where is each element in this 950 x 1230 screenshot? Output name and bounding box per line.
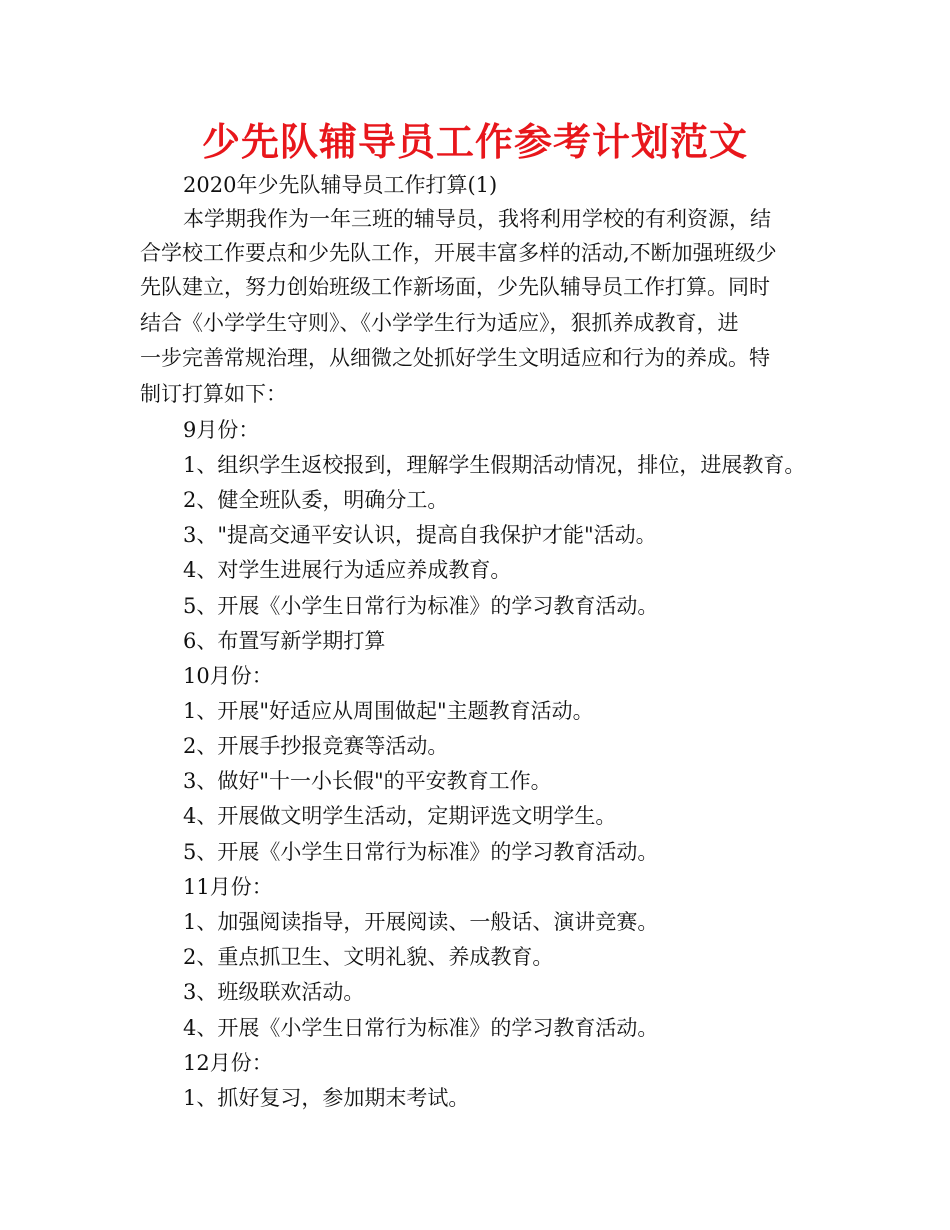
list-item: 2、健全班队委，明确分工。	[183, 488, 449, 512]
intro-line: 合学校工作要点和少先队工作，开展丰富多样的活动,不断加强班级少	[140, 241, 777, 265]
list-item: 1、组织学生返校报到，理解学生假期活动情况，排位，进展教育。	[183, 453, 806, 477]
list-item: 3、"提高交通平安认识，提高自我保护才能"活动。	[183, 523, 657, 547]
month-heading: 12月份：	[183, 1051, 273, 1075]
list-item: 5、开展《小学生日常行为标准》的学习教育活动。	[183, 840, 659, 864]
list-item: 4、开展《小学生日常行为标准》的学习教育活动。	[183, 1016, 659, 1040]
intro-line: 制订打算如下：	[140, 382, 287, 406]
document-subtitle: 2020年少先队辅导员工作打算(1)	[183, 173, 498, 197]
list-item: 1、开展"好适应从周围做起"主题教育活动。	[183, 699, 594, 723]
month-heading: 9月份：	[183, 418, 260, 442]
intro-line: 结合《小学学生守则》、《小学学生行为适应》，狠抓养成教育，进	[140, 311, 739, 335]
list-item: 6、布置写新学期打算	[183, 629, 386, 653]
list-item: 2、开展手抄报竞赛等活动。	[183, 734, 449, 758]
month-heading: 11月份：	[183, 875, 273, 899]
list-item: 4、开展做文明学生活动，定期评选文明学生。	[183, 804, 617, 828]
list-item: 4、对学生进展行为适应养成教育。	[183, 558, 512, 582]
list-item: 3、班级联欢活动。	[183, 980, 365, 1004]
month-heading: 10月份：	[183, 664, 273, 688]
intro-line: 一步完善常规治理，从细微之处抓好学生文明适应和行为的养成。特	[140, 346, 770, 370]
intro-line: 本学期我作为一年三班的辅导员，我将利用学校的有利资源，结	[183, 207, 771, 231]
list-item: 2、重点抓卫生、文明礼貌、养成教育。	[183, 945, 554, 969]
list-item: 1、抓好复习，参加期末考试。	[183, 1086, 470, 1110]
list-item: 5、开展《小学生日常行为标准》的学习教育活动。	[183, 594, 659, 618]
list-item: 3、做好"十一小长假"的平安教育工作。	[183, 769, 552, 793]
document-title: 少先队辅导员工作参考计划范文	[201, 120, 748, 164]
intro-line: 先队建立，努力创始班级工作新场面，少先队辅导员工作打算。同时	[140, 275, 770, 299]
list-item: 1、加强阅读指导，开展阅读、一般话、演讲竞赛。	[183, 910, 659, 934]
